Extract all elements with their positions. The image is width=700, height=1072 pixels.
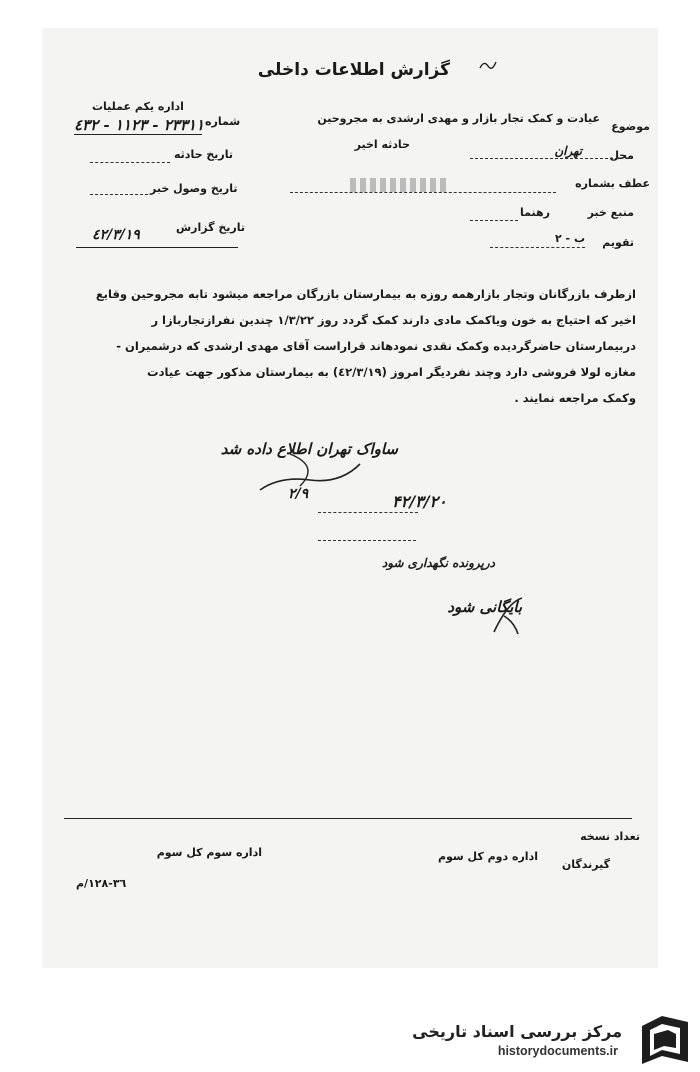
receipt-date-label: تاریخ وصول خبر [150, 182, 238, 195]
number-value: ٢٣٣١١ - ١١٢٣ - ٤٣٢ [74, 116, 205, 134]
rating-label: تقویم [602, 236, 634, 249]
handwritten-note-1: ساواک تهران اطلاع داده شد [220, 440, 398, 458]
report-date-value: ٤٢/٣/١٩ [92, 227, 140, 243]
receipt-date-line [90, 194, 148, 195]
copies-label: تعداد نسخه [580, 830, 640, 843]
body-line-5: وکمک مراجعه نمایند . [514, 391, 636, 405]
recipients-label: گیرندگان [561, 858, 610, 871]
recipient-1: اداره دوم کل سوم [437, 850, 538, 863]
body-line-1: ازطرف بازرگانان وتجار بازارهمه روزه به بیمارستان بازرگان مراجعه میشود تابه مجروحین وقایع [95, 287, 636, 301]
reference-redaction [350, 178, 450, 192]
reference-line [290, 192, 556, 193]
scribble-mark [478, 58, 498, 72]
body-line-4: مغازه لولا فروشی دارد وچند نفردیگر امروز (٤٢/٣/١٩) به بیمارستان مذکور جهت عیادت [147, 365, 636, 379]
signature-flourish [488, 592, 528, 638]
body-line-2: اخیر که احتیاج به خون ویاکمک مادی دارند کمک گردد روز ١/٣/٢٢ چندین نفرازتجاربازا ر [151, 313, 636, 327]
place-line [470, 158, 618, 159]
incident-date-label: تاریخ حادثه [174, 148, 233, 161]
signature-line-1 [318, 512, 418, 513]
number-label: شماره [205, 115, 241, 128]
source-label: منبع خبر [587, 206, 634, 219]
handwritten-note-5: بایگانی شود [447, 598, 522, 616]
archive-logo-icon [632, 1012, 692, 1068]
body-line-3: دربیمارستان حاضرگردیده وکمک نقدی نمودهاند قراراست آقای مهدی ارشدی که درشمیران - [116, 339, 636, 353]
watermark-url: historydocuments.ir [497, 1044, 618, 1058]
office-name: اداره یکم عملیات [92, 100, 184, 113]
document-title: گزارش اطلاعات داخلی [257, 60, 450, 80]
signature-stroke [250, 446, 370, 506]
subject-value: عیادت و کمک تجار بازار و مهدی ارشدی به مجروحین [317, 112, 600, 125]
guide-line [470, 220, 518, 221]
report-date-underline [76, 247, 238, 248]
place-label: محل [609, 149, 634, 162]
subject-label: موضوع [611, 120, 650, 133]
handwritten-note-2: ۲/۹ [288, 486, 309, 502]
rating-value: ب - ٢ [555, 232, 585, 245]
incident-date-line [90, 162, 170, 163]
place-value: تهران [554, 144, 582, 158]
watermark-title: مرکز بررسی اسناد تاریخی [412, 1022, 622, 1041]
guide-label: رهنما [520, 206, 550, 219]
number-underline [74, 134, 202, 135]
rating-line [490, 247, 585, 248]
watermark-footer [0, 1000, 700, 1072]
signature-line-2 [318, 540, 416, 541]
handwritten-note-4: درپرونده نگهداری شود [381, 556, 495, 570]
handwritten-note-3: ۴۲/۳/۲۰ [392, 492, 447, 511]
recipient-2: اداره سوم کل سوم [156, 846, 262, 859]
form-code: ٣٦-١٢٨/م [76, 877, 127, 890]
subject-sub: حادثه اخیر [354, 138, 410, 151]
report-date-label: تاریخ گزارش [176, 221, 246, 234]
distribution-separator [64, 818, 632, 819]
reference-label: عطف بشماره [575, 177, 650, 190]
